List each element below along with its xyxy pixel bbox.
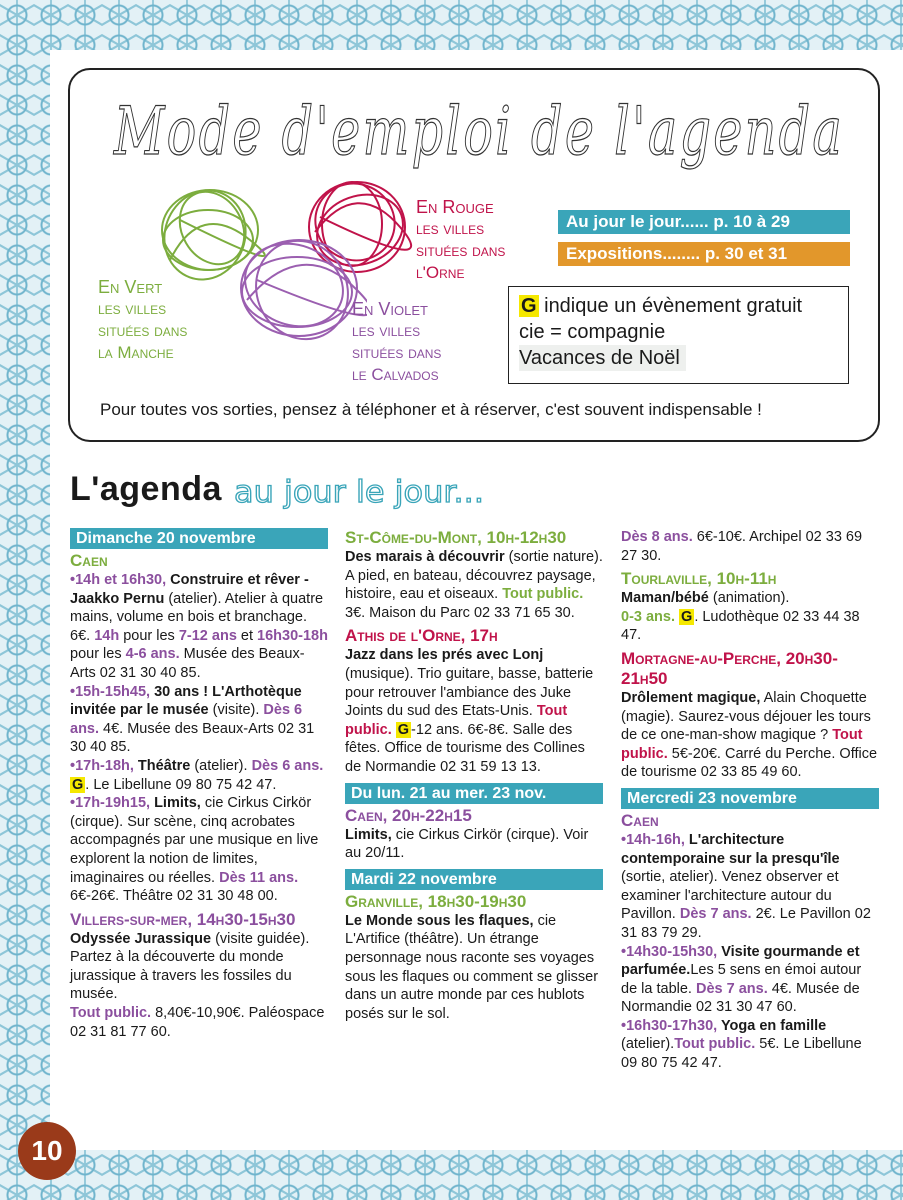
event-item: Maman/bébé (animation). 0-3 ans. G . Ludothèque 02 33 44 38 47.	[621, 590, 860, 644]
page-number-badge: 10	[18, 1122, 76, 1180]
legend-red	[416, 196, 505, 284]
pill-au-jour-le-jour: Au jour le jour...... p. 10 à 29	[558, 210, 850, 234]
legend-green	[98, 276, 187, 364]
event-item: Dès 8 ans. 6€-10€. Archipel 02 33 69 27 30.	[621, 529, 863, 564]
free-g-icon: G	[521, 295, 537, 317]
info-free-text: indique un évènement gratuit	[538, 295, 803, 317]
event-item: •14h-16h, L'architecture contemporaine sur la presqu'île (sortie, atelier). Venez observer et examiner l'architecture autour du Pavillon. Dès 7 ans. 2€. Le Pavillon 02 31 83 79 29.	[621, 831, 871, 941]
city-heading: Tourlaville, 10h-11h	[621, 569, 777, 589]
city-heading: Villers-sur-mer, 14h30-15h30	[70, 909, 296, 929]
free-g-icon: G	[72, 776, 84, 793]
legend-red-line2: les villes	[416, 219, 485, 238]
legend-footer: Pour toutes vos sorties, pensez à téléphoner et à réserver, c'est souvent indispensable !	[100, 400, 762, 419]
event-item: •16h30-17h30, Yoga en famille (atelier).Tout public. 5€. Le Libellune 09 80 75 42 47.	[621, 1017, 862, 1072]
day-header: Dimanche 20 novembre	[70, 528, 328, 549]
info-free-line	[519, 293, 848, 319]
city-heading: Mortagne-au-Perche, 20h30-21h50	[621, 648, 838, 688]
violet-scribble-icon	[232, 230, 367, 345]
city-heading: Caen, 20h-22h15	[345, 805, 472, 825]
event-item: Le Monde sous les flaques, cie L'Artifice (théâtre). Un étrange personnage nous raconte ses voyages sous les flaques ou comment se glisser dans un autre monde par ces hublots posés sur le sol.	[345, 912, 599, 1022]
agenda-subtitle-text: au jour le jour...	[234, 475, 484, 510]
legend-violet-line2: les villes	[352, 321, 421, 340]
event-item: •14h et 16h30, Construire et rêver - Jaakko Pernu (atelier). Atelier à quatre mains, volume en bois et branchage. 6€. 14h pour les 7-12 ans et 16h30-18h pour les 4-6 ans. Musée des Beaux-Arts 02 31 30 40 85.	[70, 572, 328, 681]
pill-expositions: Expositions........ p. 30 et 31	[558, 242, 850, 266]
city-heading: Athis de l'Orne, 17h	[345, 626, 498, 646]
legend-red-line4: l'Orne	[416, 263, 465, 282]
day-header: Mardi 22 novembre	[345, 869, 603, 890]
agenda-subtitle	[232, 466, 492, 516]
event-item: Des marais à découvrir (sortie nature). A pied, en bateau, découvrez paysage, histoire, eau et oiseaux. Tout public. 3€. Maison du Parc 02 33 71 65 30.	[345, 549, 603, 621]
legend-green-line3: situées dans	[98, 321, 188, 340]
decorative-pattern-top	[0, 0, 903, 50]
event-item: Drôlement magique, Alain Choquette (magie). Saurez-vous déjouer les tours de ce one-man-show magique ? Tout public. 5€-20€. Carré du Perche. Office de tourisme 02 33 85 49 60.	[621, 689, 878, 781]
info-vacances-line: Vacances de Noël	[519, 345, 686, 371]
event-item: Jazz dans les prés avec Lonj (musique). Trio guitare, basse, batterie pour retrouver l'ambiance des Juke Joints du sud des Etats-Unis. Tout public. G -12 ans. 6€-8€. Salle des fêtes. Office de tourisme des Collines de Normandie 02 31 59 13 13.	[345, 647, 594, 775]
info-cie-line: cie = compagnie	[519, 321, 666, 343]
legend-red-line1: En Rouge	[416, 197, 494, 217]
city-heading: St-Côme-du-Mont, 10h-12h30	[345, 528, 567, 547]
legend-violet-line3: situées dans	[352, 343, 442, 362]
agenda-column-1	[70, 528, 328, 1041]
legend-green-line1: En Vert	[98, 277, 163, 297]
decorative-pattern-bottom	[0, 1150, 903, 1200]
day-header: Du lun. 21 au mer. 23 nov.	[345, 783, 603, 804]
agenda-column-2	[345, 528, 603, 1023]
handwritten-title-text: Mode d'emploi de l'agenda	[113, 93, 845, 170]
city-heading: Caen	[70, 551, 108, 570]
agenda-title: L'agenda	[70, 470, 222, 508]
event-item: Limits, cie Cirkus Cirkör (cirque). Voir au 20/11.	[345, 826, 589, 862]
info-box	[508, 286, 849, 384]
event-item: Odyssée Jurassique (visite guidée). Partez à la découverte du monde jurassique à travers les fossiles du musée. Tout public. 8,40€-10,90€. Paléospace 02 31 81 77 60.	[70, 930, 325, 1040]
event-item: •17h-19h15, Limits, cie Cirkus Cirkör (cirque). Sur scène, cinq acrobates accompagnés par une musique en live explorent la notion de limites, imaginaires ou réelles. Dès 11 ans. 6€-26€. Théâtre 02 31 30 48 00.	[70, 795, 319, 905]
city-heading: Caen	[621, 810, 659, 830]
legend-violet-line4: le Calvados	[352, 365, 439, 384]
event-item: •15h-15h45, 30 ans ! L'Arthotèque invitée par le musée (visite). Dès 6 ans. 4€. Musée des Beaux-Arts 02 31 30 40 85.	[70, 683, 315, 756]
handwritten-title	[110, 84, 850, 174]
day-header: Mercredi 23 novembre	[621, 788, 879, 809]
free-g-icon: G	[397, 721, 410, 738]
event-item: •17h-18h, Théâtre (atelier). Dès 6 ans. G . Le Libellune 09 80 75 42 47.	[70, 757, 324, 793]
legend-green-line4: la Manche	[98, 343, 174, 362]
legend-green-line2: les villes	[98, 299, 167, 318]
legend-violet	[352, 298, 441, 386]
agenda-column-3	[621, 528, 879, 1073]
city-heading: Granville, 18h30-19h30	[345, 891, 527, 911]
legend-violet-line1: En Violet	[352, 299, 428, 319]
free-g-icon: G	[681, 608, 693, 625]
decorative-pattern-left	[0, 0, 50, 1200]
event-item: •14h30-15h30, Visite gourmande et parfumée.Les 5 sens en émoi autour de la table. Dès 7 ans. 4€. Musée de Normandie 02 31 30 47 60.	[621, 943, 862, 1016]
legend-red-line3: situées dans	[416, 241, 506, 260]
